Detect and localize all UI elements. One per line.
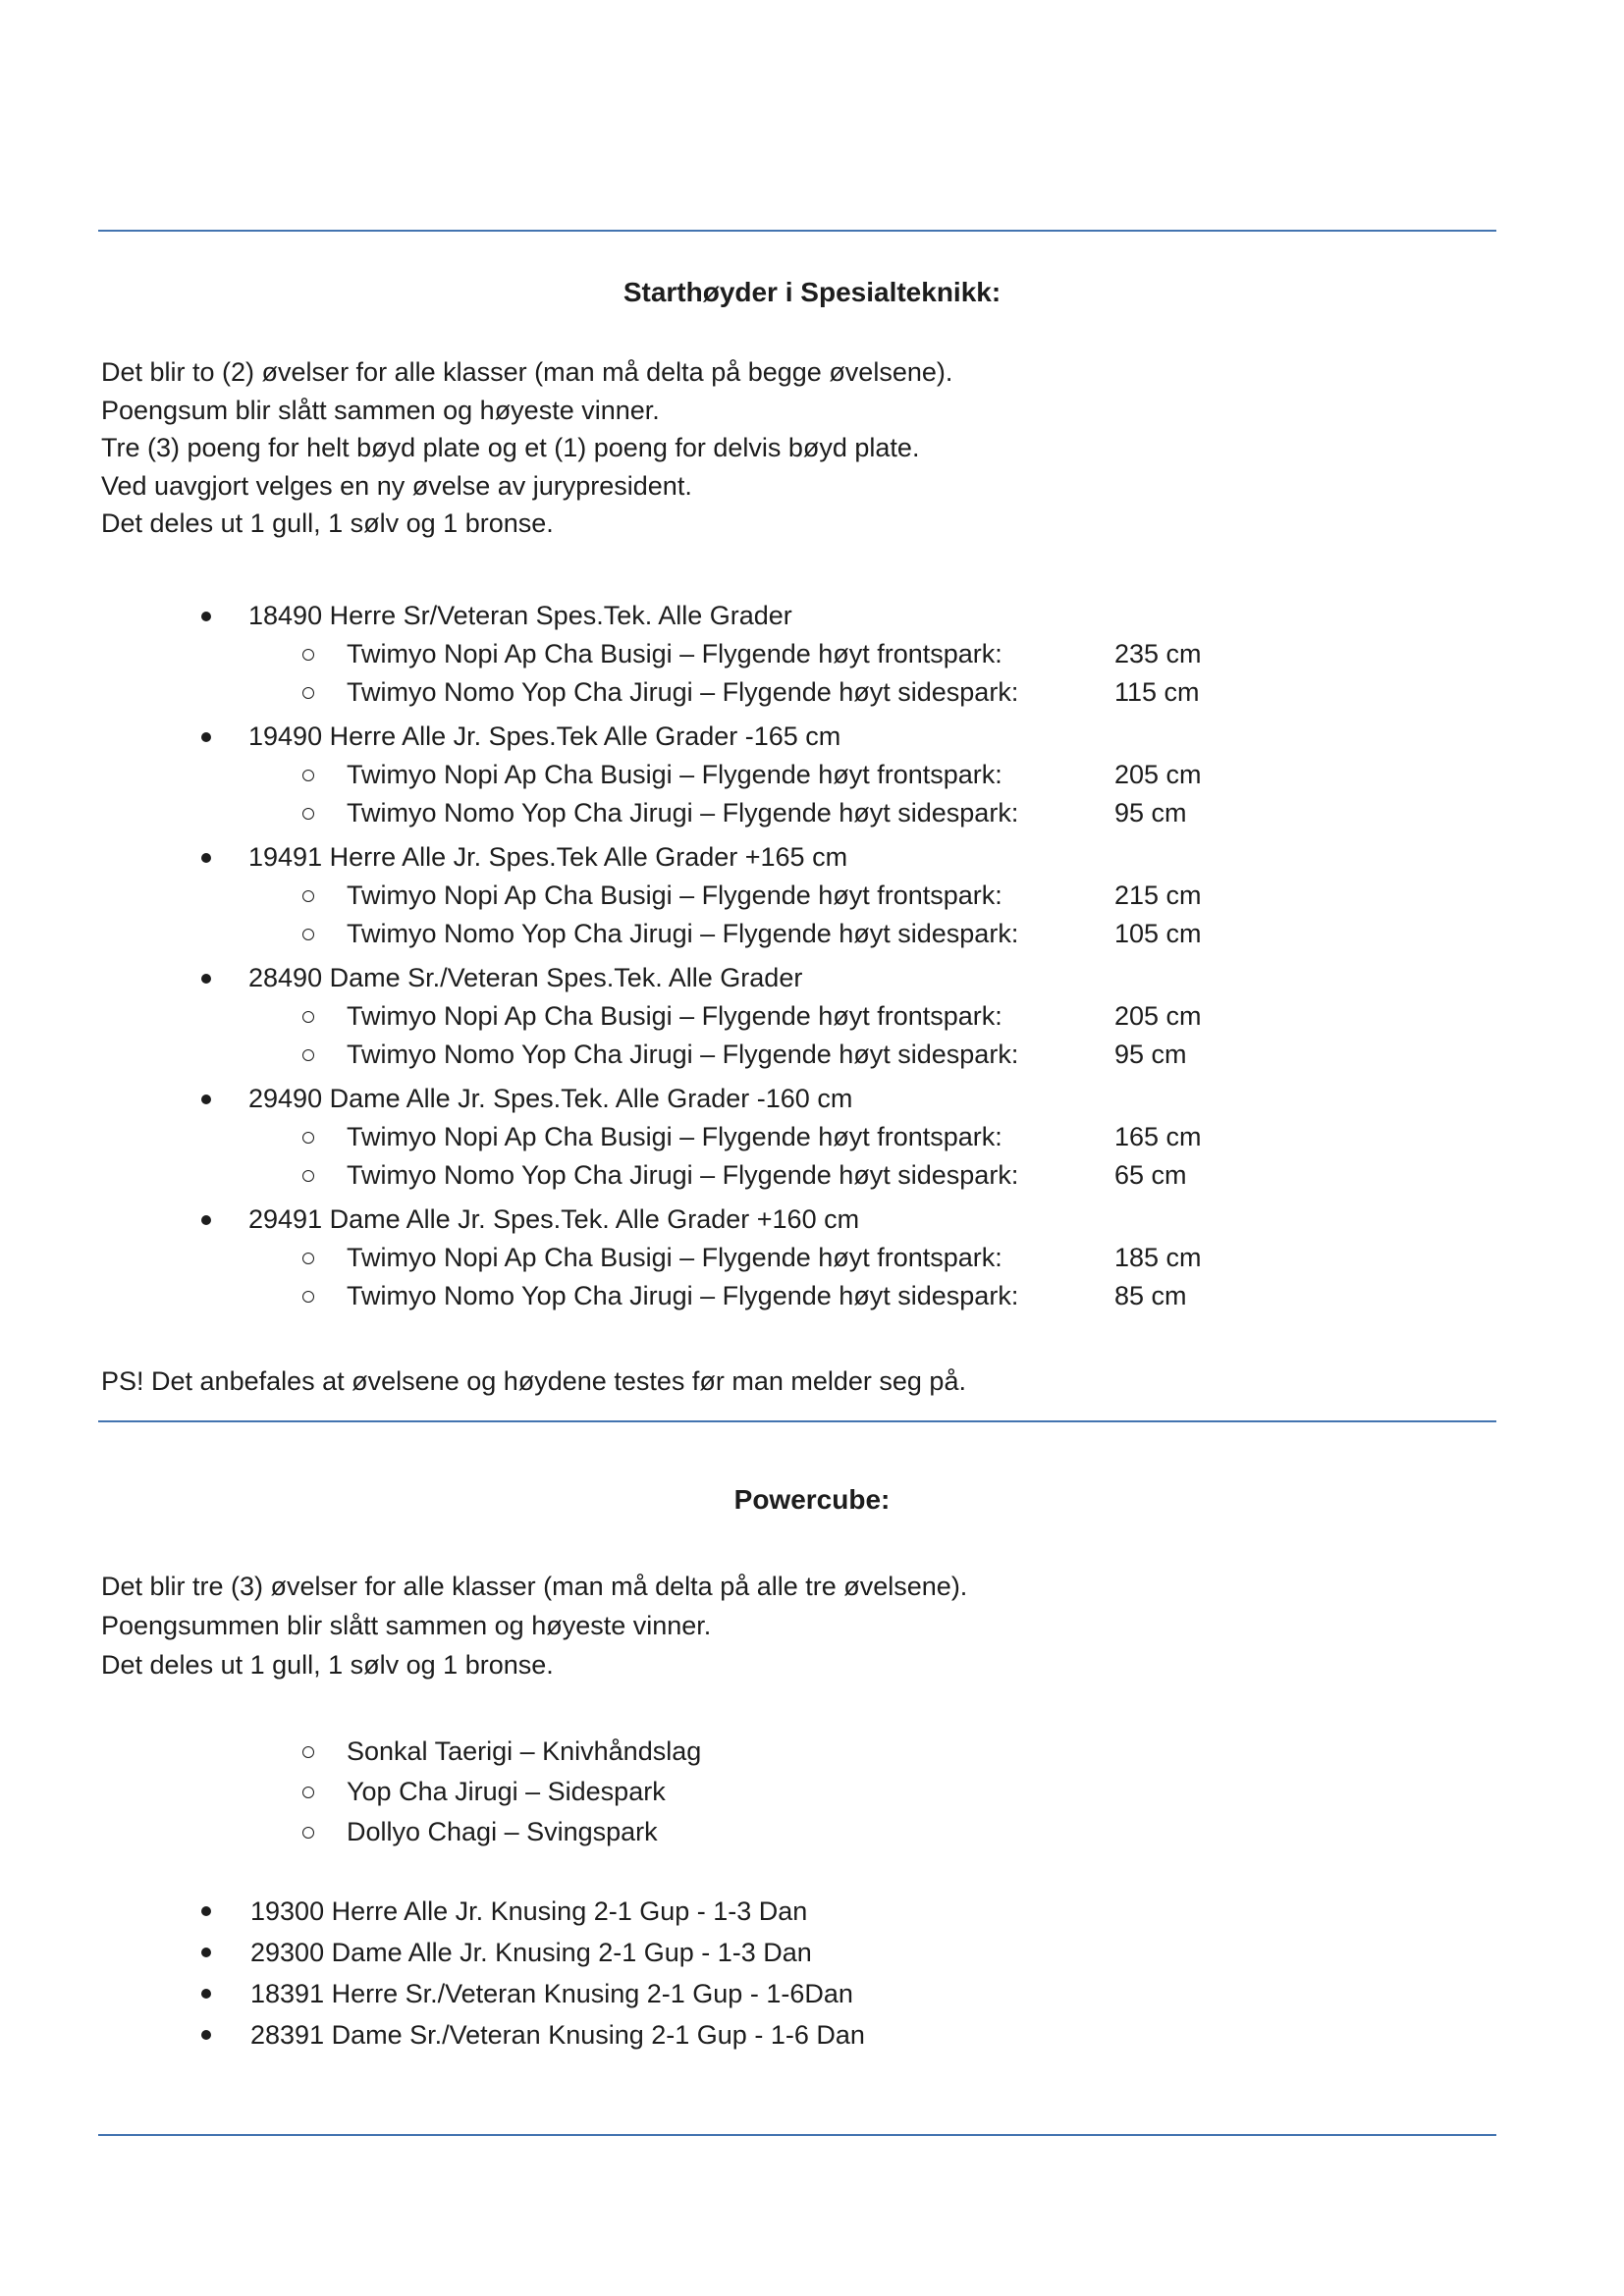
exercise-name: Twimyo Nomo Yop Cha Jirugi – Flygende høyt sidespark:	[347, 798, 1019, 828]
exercise-name: Twimyo Nopi Ap Cha Busigi – Flygende høyt frontspark:	[347, 1001, 1002, 1031]
class-label: 19490 Herre Alle Jr. Spes.Tek Alle Grader -165 cm	[248, 721, 841, 751]
bullet-disc-icon	[201, 612, 211, 621]
bullet-disc-icon	[201, 1095, 211, 1104]
bullet-disc-icon	[201, 2030, 211, 2040]
exercise-item	[0, 1732, 1624, 1772]
class-item	[0, 1201, 1624, 1239]
class-item	[0, 838, 1624, 877]
exercise-row	[0, 997, 1624, 1036]
start-height-value: 185 cm	[1114, 1243, 1202, 1272]
intro-line: Det blir to (2) øvelser for alle klasser (man må delta på begge øvelsene).	[101, 357, 953, 387]
intro-line: Det deles ut 1 gull, 1 sølv og 1 bronse.	[101, 1650, 554, 1680]
bullet-circle-icon	[302, 1011, 314, 1023]
bullet-circle-icon	[302, 687, 314, 699]
bullet-circle-icon	[302, 1291, 314, 1303]
exercise-name: Twimyo Nomo Yop Cha Jirugi – Flygende høyt sidespark:	[347, 1160, 1019, 1190]
bullet-circle-icon	[302, 808, 314, 820]
class-label: 28391 Dame Sr./Veteran Knusing 2-1 Gup - 1-6 Dan	[250, 2020, 865, 2050]
class-item	[0, 718, 1624, 756]
class-item	[0, 597, 1624, 635]
page-title-spesialteknikk: Starthøyder i Spesialteknikk:	[623, 277, 1001, 307]
bullet-disc-icon	[201, 1989, 211, 1999]
intro-line: Det deles ut 1 gull, 1 sølv og 1 bronse.	[101, 508, 554, 538]
section-divider-bottom	[98, 2134, 1496, 2136]
bullet-circle-icon	[302, 770, 314, 781]
bullet-circle-icon	[302, 1132, 314, 1144]
start-height-value: 85 cm	[1114, 1281, 1187, 1310]
exercise-name: Twimyo Nomo Yop Cha Jirugi – Flygende høyt sidespark:	[347, 919, 1019, 948]
intro-line: Tre (3) poeng for helt bøyd plate og et (1) poeng for delvis bøyd plate.	[101, 433, 920, 462]
exercise-name: Twimyo Nopi Ap Cha Busigi – Flygende høyt frontspark:	[347, 1122, 1002, 1151]
exercise-item	[0, 1772, 1624, 1812]
start-height-value: 95 cm	[1114, 1040, 1187, 1069]
start-height-value: 215 cm	[1114, 881, 1202, 910]
bullet-circle-icon	[302, 890, 314, 902]
class-item	[0, 2014, 1624, 2056]
class-item	[0, 959, 1624, 997]
class-label: 19491 Herre Alle Jr. Spes.Tek Alle Grader +165 cm	[248, 842, 848, 872]
intro-line: Poengsummen blir slått sammen og høyeste vinner.	[101, 1611, 712, 1640]
class-group	[0, 959, 1624, 1074]
class-item	[0, 1973, 1624, 2014]
start-height-value: 205 cm	[1114, 760, 1202, 789]
class-list-spesialteknikk	[0, 597, 1624, 1315]
bullet-circle-icon	[302, 929, 314, 940]
class-label: 18490 Herre Sr/Veteran Spes.Tek. Alle Grader	[248, 601, 792, 630]
page-title-powercube: Powercube:	[733, 1484, 891, 1515]
class-group	[0, 838, 1624, 953]
exercise-name: Twimyo Nopi Ap Cha Busigi – Flygende høyt frontspark:	[347, 1243, 1002, 1272]
start-height-value: 235 cm	[1114, 639, 1202, 668]
exercise-row	[0, 673, 1624, 712]
start-height-value: 95 cm	[1114, 798, 1187, 828]
exercise-row	[0, 877, 1624, 915]
exercise-row	[0, 1156, 1624, 1195]
start-height-value: 65 cm	[1114, 1160, 1187, 1190]
class-label: 29490 Dame Alle Jr. Spes.Tek. Alle Grader -160 cm	[248, 1084, 853, 1113]
class-group	[0, 1201, 1624, 1315]
exercise-name: Dollyo Chagi – Svingspark	[347, 1817, 658, 1846]
class-label: 29491 Dame Alle Jr. Spes.Tek. Alle Grader +160 cm	[248, 1204, 860, 1234]
exercise-row	[0, 1118, 1624, 1156]
bullet-circle-icon	[302, 649, 314, 661]
exercise-row	[0, 915, 1624, 953]
exercise-row	[0, 635, 1624, 673]
class-label: 19300 Herre Alle Jr. Knusing 2-1 Gup - 1-3 Dan	[250, 1896, 808, 1926]
exercise-name: Twimyo Nomo Yop Cha Jirugi – Flygende høyt sidespark:	[347, 1281, 1019, 1310]
exercise-row	[0, 1239, 1624, 1277]
exercise-name: Twimyo Nopi Ap Cha Busigi – Flygende høyt frontspark:	[347, 881, 1002, 910]
section-divider-middle	[98, 1420, 1496, 1422]
powercube-exercise-list	[0, 1732, 1624, 1852]
class-label: 18391 Herre Sr./Veteran Knusing 2-1 Gup - 1-6Dan	[250, 1979, 853, 2008]
bullet-circle-icon	[302, 1827, 314, 1839]
exercise-row	[0, 1277, 1624, 1315]
bullet-circle-icon	[302, 1170, 314, 1182]
bullet-disc-icon	[201, 974, 211, 984]
start-height-value: 105 cm	[1114, 919, 1202, 948]
ps-note: PS! Det anbefales at øvelsene og høydene testes før man melder seg på.	[101, 1366, 966, 1396]
bullet-disc-icon	[201, 1215, 211, 1225]
class-item	[0, 1080, 1624, 1118]
bullet-disc-icon	[201, 1906, 211, 1916]
intro-line: Det blir tre (3) øvelser for alle klasser (man må delta på alle tre øvelsene).	[101, 1572, 968, 1601]
intro-paragraph-spesialteknikk	[101, 353, 952, 543]
start-height-value: 115 cm	[1114, 677, 1200, 707]
bullet-circle-icon	[302, 1049, 314, 1061]
bullet-disc-icon	[201, 853, 211, 863]
class-group	[0, 597, 1624, 712]
class-item	[0, 1932, 1624, 1973]
class-label: 29300 Dame Alle Jr. Knusing 2-1 Gup - 1-3 Dan	[250, 1938, 812, 1967]
start-height-value: 205 cm	[1114, 1001, 1202, 1031]
exercise-name: Twimyo Nopi Ap Cha Busigi – Flygende høyt frontspark:	[347, 760, 1002, 789]
exercise-item	[0, 1812, 1624, 1852]
bullet-circle-icon	[302, 1253, 314, 1264]
powercube-class-list	[0, 1891, 1624, 2056]
exercise-name: Twimyo Nopi Ap Cha Busigi – Flygende høyt frontspark:	[347, 639, 1002, 668]
exercise-name: Yop Cha Jirugi – Sidespark	[347, 1777, 666, 1806]
exercise-name: Twimyo Nomo Yop Cha Jirugi – Flygende høyt sidespark:	[347, 677, 1019, 707]
intro-line: Poengsum blir slått sammen og høyeste vinner.	[101, 395, 660, 425]
start-height-value: 165 cm	[1114, 1122, 1202, 1151]
bullet-circle-icon	[302, 1746, 314, 1758]
exercise-row	[0, 1036, 1624, 1074]
exercise-row	[0, 794, 1624, 832]
bullet-disc-icon	[201, 1948, 211, 1957]
intro-paragraph-powercube	[101, 1567, 967, 1684]
class-item	[0, 1891, 1624, 1932]
class-group	[0, 1080, 1624, 1195]
class-group	[0, 718, 1624, 832]
bullet-disc-icon	[201, 732, 211, 742]
class-label: 28490 Dame Sr./Veteran Spes.Tek. Alle Grader	[248, 963, 803, 992]
bullet-circle-icon	[302, 1787, 314, 1798]
exercise-name: Twimyo Nomo Yop Cha Jirugi – Flygende høyt sidespark:	[347, 1040, 1019, 1069]
exercise-name: Sonkal Taerigi – Knivhåndslag	[347, 1736, 702, 1766]
section-divider-top	[98, 230, 1496, 232]
intro-line: Ved uavgjort velges en ny øvelse av jurypresident.	[101, 470, 692, 501]
exercise-row	[0, 756, 1624, 794]
